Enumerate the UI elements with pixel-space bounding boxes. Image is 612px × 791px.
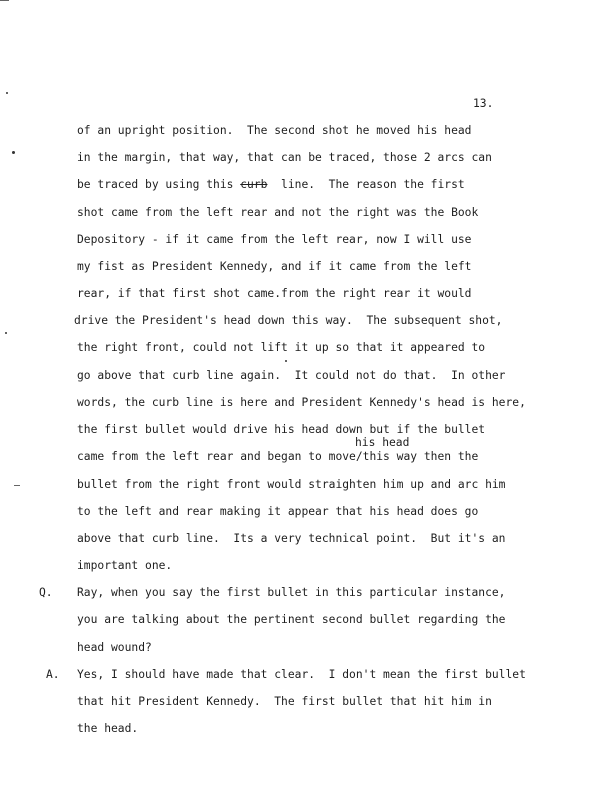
scan-mark [14,485,20,486]
text-line: drive the President's head down this way. The subsequent shot, [74,314,503,327]
answer-marker: A. [46,668,60,681]
question-line: Ray, when you say the first bullet in this particular instance, [77,586,506,599]
answer-line: the head. [77,722,139,735]
scan-speck [6,92,8,94]
text-line: words, the curb line is here and President Kennedy's head is here, [77,396,526,409]
text-line: go above that curb line again. It could not do that. In other [77,369,506,382]
text-line: my fist as President Kennedy, and if it came from the left [77,260,472,273]
text-segment: be traced by using this [77,178,241,191]
text-line: of an upright position. The second shot he moved his head [77,124,472,137]
text-line: Depository - if it came from the left rear, now I will use [77,233,472,246]
question-line: you are talking about the pertinent second bullet regarding the [77,613,506,626]
question-line: head wound? [77,641,152,654]
text-segment: line. The reason the first [267,178,465,191]
text-line: to the left and rear making it appear that his head does go [77,505,479,518]
scan-speck [285,360,287,362]
text-line: above that curb line. Its a very technical point. But it's an [77,532,506,545]
scan-mark [0,0,9,1]
text-line [77,178,465,192]
text-line: the right front, could not lift it up so that it appeared to [77,341,486,354]
scan-speck [12,151,15,154]
text-line: came from the left rear and began to move/this way then the [77,450,479,463]
scan-speck [5,332,7,334]
answer-line: Yes, I should have made that clear. I don't mean the first bullet [77,668,526,681]
interlinear-insert: his head [355,436,410,449]
text-line: in the margin, that way, that can be traced, those 2 arcs can [77,151,492,164]
answer-line: that hit President Kennedy. The first bullet that hit him in [77,695,492,708]
question-marker: Q. [39,586,53,599]
text-line: important one. [77,559,173,572]
text-line: shot came from the left rear and not the right was the Book [77,206,479,219]
text-line: the first bullet would drive his head down but if the bullet [77,423,486,436]
text-line: rear, if that first shot came.from the right rear it would [77,287,472,300]
page-number: 13. [473,97,494,110]
struck-word: curb [240,178,268,191]
text-line: bullet from the right front would straighten him up and arc him [77,478,506,491]
